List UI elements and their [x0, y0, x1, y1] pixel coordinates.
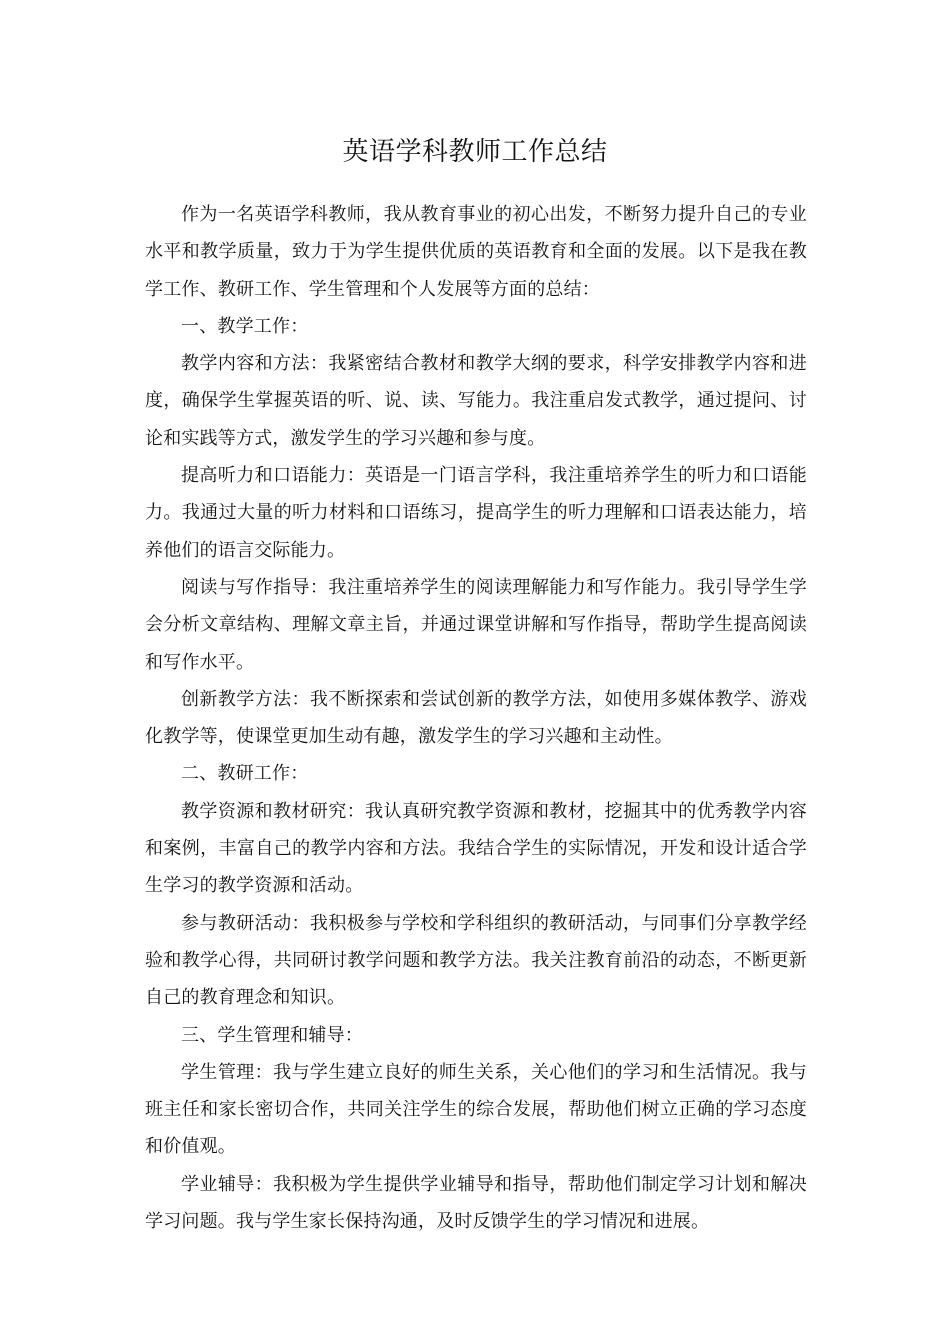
paragraph-research-activities: 参与教研活动：我积极参与学校和学科组织的教研活动，与同事们分享教学经验和教学心得，共同研讨教学问题和教学方法。我关注教育前沿的动态，不断更新自己的教育理念和知识。	[145, 912, 807, 1009]
paragraph-reading-writing: 阅读与写作指导：我注重培养学生的阅读理解能力和写作能力。我引导学生学会分析文章结构、理解文章主旨，并通过课堂讲解和写作指导，帮助学生提高阅读和写作水平。	[145, 576, 807, 673]
section-heading-teaching: 一、教学工作：	[181, 315, 309, 337]
paragraph-resources-research: 教学资源和教材研究：我认真研究教学资源和教材，挖掘其中的优秀教学内容和案例，丰富自己的教学内容和方法。我结合学生的实际情况，开发和设计适合学生学习的教学资源和活动。	[145, 800, 807, 897]
paragraph-academic-tutoring: 学业辅导：我积极为学生提供学业辅导和指导，帮助他们制定学习计划和解决学习问题。我与学生家长保持沟通，及时反馈学生的学习情况和进展。	[145, 1173, 807, 1233]
paragraph-student-management: 学生管理：我与学生建立良好的师生关系，关心他们的学习和生活情况。我与班主任和家长密切合作，共同关注学生的综合发展，帮助他们树立正确的学习态度和价值观。	[145, 1061, 807, 1158]
section-heading-student-management: 三、学生管理和辅导：	[181, 1024, 363, 1046]
paragraph-listening-speaking: 提高听力和口语能力：英语是一门语言学科，我注重培养学生的听力和口语能力。我通过大量的听力材料和口语练习，提高学生的听力理解和口语表达能力，培养他们的语言交际能力。	[145, 465, 807, 561]
section-heading-research: 二、教研工作：	[181, 763, 309, 785]
paragraph-intro: 作为一名英语学科教师，我从教育事业的初心出发，不断努力提升自己的专业水平和教学质量，致力于为学生提供优质的英语教育和全面的发展。以下是我在教学工作、教研工作、学生管理和个人发展等方面的总结：	[145, 204, 807, 300]
document-title: 英语学科教师工作总结	[342, 137, 608, 167]
document-body	[145, 196, 807, 1240]
paragraph-innovative-methods: 创新教学方法：我不断探索和尝试创新的教学方法，如使用多媒体教学、游戏化教学等，使课堂更加生动有趣，激发学生的学习兴趣和主动性。	[145, 688, 807, 748]
paragraph-teaching-content: 教学内容和方法：我紧密结合教材和教学大纲的要求，科学安排教学内容和进度，确保学生掌握英语的听、说、读、写能力。我注重启发式教学，通过提问、讨论和实践等方式，激发学生的学习兴趣和参与度。	[145, 353, 807, 449]
